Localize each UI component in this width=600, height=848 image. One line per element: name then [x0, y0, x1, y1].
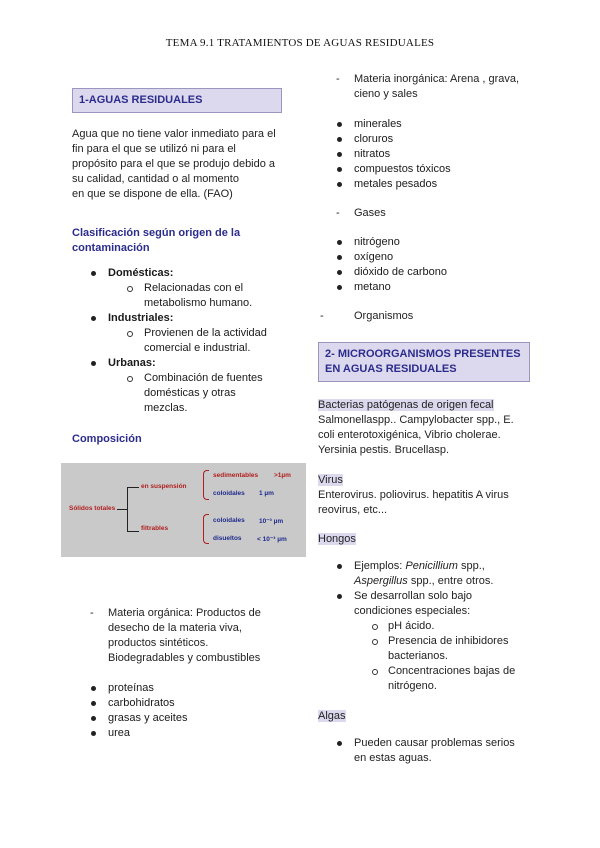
bullet-icon — [337, 167, 342, 172]
condition-text: Concentraciones bajas de — [388, 665, 516, 677]
virus-line: reovirus, etc... — [318, 504, 388, 516]
bullet-icon — [337, 152, 342, 157]
diagram-connector — [127, 531, 139, 532]
bullet-icon — [337, 122, 342, 127]
genus-name: Aspergillus — [354, 575, 408, 587]
algae-line: en estas aguas. — [354, 752, 432, 764]
virus-block — [318, 473, 528, 518]
class-desc: Relacionadas con el — [144, 282, 244, 294]
class-desc: mezclas. — [144, 402, 188, 414]
condition-text: pH ácido. — [388, 620, 435, 632]
list-item — [72, 311, 292, 356]
list-item — [72, 711, 302, 726]
bullet-icon — [91, 686, 96, 691]
class-name: Urbanas: — [108, 357, 156, 369]
circle-bullet-icon — [127, 331, 133, 337]
item-text: metales pesados — [354, 178, 438, 190]
organic-list — [72, 681, 302, 741]
solids-diagram — [61, 463, 306, 557]
list-item — [318, 132, 528, 147]
diagram-item-size: 1 µm — [259, 490, 274, 497]
bacteria-line: Salmonellaspp.. Campylobacter spp., E. — [318, 414, 514, 426]
sub-item — [354, 634, 528, 664]
algae-title: Algas — [318, 710, 346, 722]
list-item — [318, 265, 528, 280]
sub-item — [108, 371, 292, 416]
section-microorganismos — [318, 342, 530, 382]
inorganic-line: Materia inorgánica: Arena , grava, — [354, 73, 520, 85]
bacteria-line: Yersinia pestis. Brucellasp. — [318, 444, 450, 456]
diagram-branch-top: en suspensión — [141, 483, 187, 490]
diagram-item-name: sedimentables — [213, 472, 259, 479]
class-desc: domésticas y otras — [144, 387, 236, 399]
item-text: metano — [354, 281, 391, 293]
bullet-icon — [337, 285, 342, 290]
list-item — [72, 681, 302, 696]
example-prefix: Ejemplos: — [354, 560, 406, 572]
condition-text: bacterianos. — [388, 650, 448, 662]
class-desc: Combinación de fuentes — [144, 372, 263, 384]
diagram-item-size: 10⁻³ µm — [259, 518, 284, 525]
inorganic-line: cieno y sales — [354, 88, 418, 100]
list-item — [318, 162, 528, 177]
list-item — [318, 559, 528, 589]
item-text: cloruros — [354, 133, 394, 145]
organic-line: Biodegradables y combustibles — [108, 652, 261, 664]
definition-line: Agua que no tiene valor inmediato para el — [72, 128, 276, 140]
bullet-icon — [337, 564, 342, 569]
conditions-line: Se desarrollan solo bajo — [354, 590, 473, 602]
fungi-list — [318, 559, 528, 694]
condition-text: nitrógeno. — [388, 680, 437, 692]
dash-icon: - — [336, 73, 340, 85]
gases-list — [318, 235, 528, 295]
diagram-brace — [203, 470, 209, 500]
definition-line: en que se dispone de ella. (FAO) — [72, 188, 233, 200]
heading-line: Clasificación según origen de la — [72, 227, 241, 239]
item-text: carbohidratos — [108, 697, 175, 709]
list-item — [318, 736, 528, 766]
classification-list — [72, 266, 292, 416]
item-text: proteínas — [108, 682, 154, 694]
algae-list — [318, 736, 528, 766]
bullet-icon — [337, 240, 342, 245]
list-item — [318, 235, 528, 250]
sub-item — [354, 619, 528, 634]
item-text: dióxido de carbono — [354, 266, 447, 278]
circle-bullet-icon — [372, 639, 378, 645]
organic-description — [72, 606, 302, 666]
organisms-label: Organismos — [354, 310, 414, 322]
dash-icon: - — [336, 207, 340, 219]
bullet-icon — [337, 137, 342, 142]
organic-block — [72, 606, 302, 741]
definition-line: su calidad, cantidad o al momento — [72, 173, 239, 185]
genus-name: Penicillium — [405, 560, 458, 572]
bullet-icon — [337, 182, 342, 187]
sub-item — [108, 326, 292, 356]
item-text: urea — [108, 727, 131, 739]
definition-line: propósito para el que se produjo debido a — [72, 158, 276, 170]
definition-paragraph — [72, 127, 292, 202]
diagram-item-size: >1µm — [274, 472, 291, 479]
gases-label: Gases — [354, 207, 386, 219]
item-text: nitrógeno — [354, 236, 400, 248]
example-suffix: spp., entre otros. — [407, 575, 494, 587]
bullet-icon — [91, 361, 96, 366]
list-item — [72, 696, 302, 711]
section-aguas-residuales — [72, 88, 282, 113]
virus-title: Virus — [318, 474, 343, 486]
fungi-block — [318, 532, 528, 694]
bacteria-block — [318, 398, 528, 458]
item-text: minerales — [354, 118, 402, 130]
algae-line: Pueden causar problemas serios — [354, 737, 515, 749]
bullet-icon — [91, 731, 96, 736]
item-text: oxígeno — [354, 251, 394, 263]
bullet-icon — [91, 271, 96, 276]
list-item — [72, 726, 302, 741]
virus-line: Enterovirus. poliovirus. hepatitis A virus — [318, 489, 509, 501]
bacteria-line: coli enterotoxigénica, Vibrio cholerae. — [318, 429, 501, 441]
classification-heading — [72, 226, 292, 256]
sub-item — [108, 281, 292, 311]
class-name: Domésticas: — [108, 267, 174, 279]
bullet-icon — [91, 316, 96, 321]
class-name: Industriales: — [108, 312, 174, 324]
conditions-line: condiciones especiales: — [354, 605, 471, 617]
algae-block — [318, 709, 528, 766]
list-item — [318, 250, 528, 265]
organisms-label-row — [318, 309, 528, 324]
bullet-icon — [337, 255, 342, 260]
organic-line: Materia orgánica: Productos de — [108, 607, 261, 619]
gases-label-row — [318, 206, 528, 221]
circle-bullet-icon — [127, 376, 133, 382]
example-suffix: spp., — [457, 560, 485, 572]
diagram-root-label: Sólidos totales — [69, 505, 116, 512]
list-item — [318, 589, 528, 694]
bullet-icon — [337, 594, 342, 599]
bullet-icon — [91, 701, 96, 706]
organic-line: productos sintéticos. — [108, 637, 209, 649]
diagram-item-name: disueltos — [213, 535, 242, 542]
list-item — [72, 356, 292, 416]
diagram-item-size: < 10⁻³ µm — [257, 536, 287, 543]
section-title-line: 2- MICROORGANISMOS PRESENTES — [325, 348, 521, 360]
item-text: nitratos — [354, 148, 391, 160]
inorganic-list — [318, 117, 528, 192]
list-item — [318, 117, 528, 132]
bullet-icon — [337, 270, 342, 275]
dash-icon: - — [90, 607, 94, 619]
list-item — [72, 266, 292, 311]
inorganic-description — [318, 72, 528, 102]
class-desc: metabolismo humano. — [144, 297, 253, 309]
section-title-line: EN AGUAS RESIDUALES — [325, 363, 457, 375]
class-desc: Provienen de la actividad — [144, 327, 267, 339]
diagram-connector — [117, 509, 127, 510]
diagram-brace — [203, 514, 209, 544]
left-column — [72, 88, 292, 447]
fungi-title: Hongos — [318, 533, 356, 545]
circle-bullet-icon — [372, 624, 378, 630]
composition-heading: Composición — [72, 433, 142, 445]
bullet-icon — [91, 716, 96, 721]
heading-line: contaminación — [72, 242, 150, 254]
diagram-item-name: coloidales — [213, 517, 245, 524]
item-text: grasas y aceites — [108, 712, 188, 724]
organic-line: desecho de la materia viva, — [108, 622, 242, 634]
list-item — [318, 280, 528, 295]
class-desc: comercial e industrial. — [144, 342, 251, 354]
definition-line: fin para el que se utilizó ni para el — [72, 143, 236, 155]
list-item — [318, 147, 528, 162]
diagram-item-name: coloidales — [213, 490, 245, 497]
condition-text: Presencia de inhibidores — [388, 635, 509, 647]
circle-bullet-icon — [372, 669, 378, 675]
bacteria-title: Bacterias patógenas de origen fecal — [318, 399, 494, 411]
document-title: TEMA 9.1 TRATAMIENTOS DE AGUAS RESIDUALES — [165, 37, 435, 49]
sub-item — [354, 664, 528, 694]
diagram-connector — [127, 487, 128, 531]
section-title: 1-AGUAS RESIDUALES — [79, 94, 203, 106]
diagram-branch-bottom: filtrables — [141, 525, 169, 532]
bullet-icon — [337, 741, 342, 746]
list-item — [318, 177, 528, 192]
right-column — [318, 72, 528, 766]
item-text: compuestos tóxicos — [354, 163, 451, 175]
circle-bullet-icon — [127, 286, 133, 292]
diagram-connector — [127, 487, 139, 488]
dash-icon: - — [320, 310, 324, 322]
